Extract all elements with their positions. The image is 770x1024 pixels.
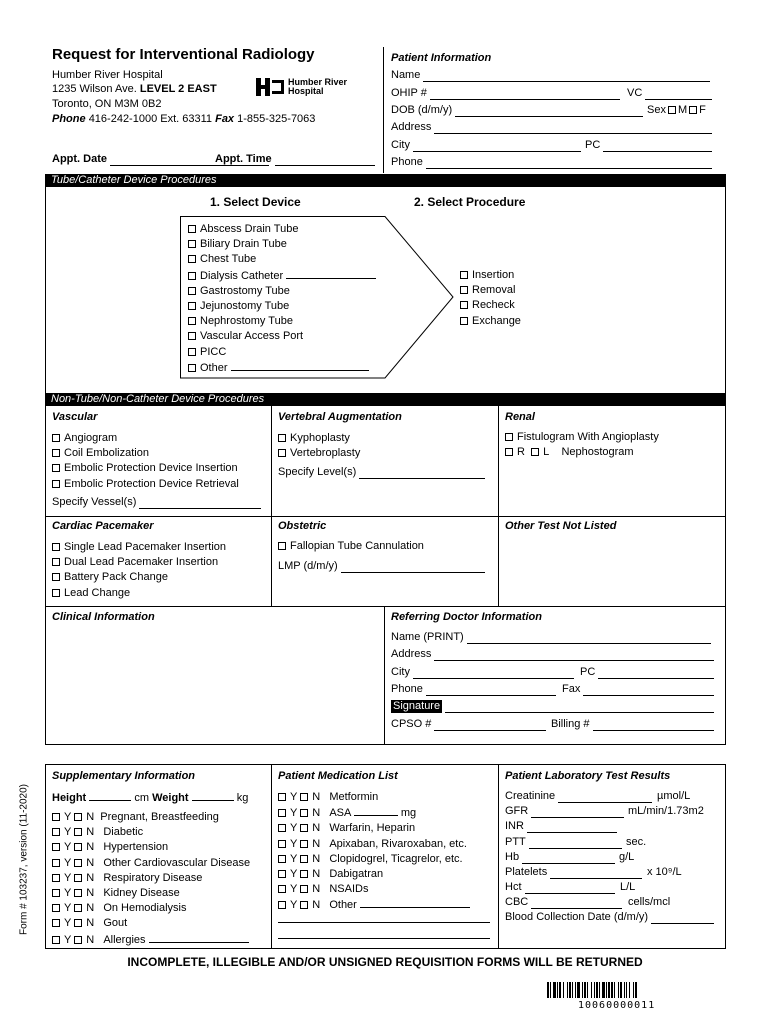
creatinine-unit: µmol/L xyxy=(657,790,691,802)
patient-phone-field[interactable]: Phone xyxy=(391,156,715,169)
hospital-address-line1: 1235 Wilson Ave. LEVEL 2 EAST xyxy=(52,83,217,95)
blood-date-field[interactable]: Blood Collection Date (d/m/y) xyxy=(505,911,717,924)
patient-name-field[interactable]: Name xyxy=(391,69,713,82)
bottom-col1 xyxy=(271,764,272,949)
device-jejunostomy[interactable]: Jejunostomy Tube xyxy=(188,299,376,314)
doctor-signature-field[interactable]: Signature xyxy=(391,700,717,713)
specify-vessel-field[interactable]: Specify Vessel(s) xyxy=(52,496,264,509)
tube-right-border xyxy=(725,187,726,393)
obstetric-fallopian[interactable]: Fallopian Tube Cannulation xyxy=(278,540,424,553)
device-biliary[interactable]: Biliary Drain Tube xyxy=(188,237,376,252)
procedure-list xyxy=(460,268,521,329)
bottom-left xyxy=(45,764,46,949)
device-chest[interactable]: Chest Tube xyxy=(188,252,376,267)
bottom-right xyxy=(725,764,726,949)
supp-gout[interactable]: Y N Gout xyxy=(52,916,250,931)
bottom-bottom xyxy=(45,948,726,949)
device-list xyxy=(188,222,376,376)
gfr-field[interactable]: GFR xyxy=(505,805,627,818)
patient-info-heading: Patient Information xyxy=(391,52,492,64)
logo-text: Humber River Hospital xyxy=(288,77,348,96)
appt-time-field[interactable]: Appt. Time xyxy=(215,153,378,166)
device-dialysis[interactable]: Dialysis Catheter xyxy=(188,268,376,284)
doctor-address-field[interactable]: Address xyxy=(391,648,717,661)
vascular-epd-insertion[interactable]: Embolic Protection Device Insertion xyxy=(52,461,239,476)
renal-fistulogram[interactable]: Fistulogram With Angioplasty xyxy=(505,431,659,444)
vascular-heading: Vascular xyxy=(52,411,98,423)
specify-level-field[interactable]: Specify Level(s) xyxy=(278,466,488,479)
med-metformin[interactable]: Y N Metformin xyxy=(278,790,470,805)
select-procedure-heading: 2. Select Procedure xyxy=(414,195,526,209)
hct-unit: L/L xyxy=(620,881,636,893)
doctor-city-field[interactable]: City xyxy=(391,666,577,679)
billing-field[interactable]: Billing # xyxy=(551,718,717,731)
cardiac-single-lead[interactable]: Single Lead Pacemaker Insertion xyxy=(52,540,226,555)
patient-address-field[interactable]: Address xyxy=(391,121,715,134)
cardiac-dual-lead[interactable]: Dual Lead Pacemaker Insertion xyxy=(52,555,226,570)
vertebral-heading: Vertebral Augmentation xyxy=(278,411,402,423)
doctor-name-field[interactable]: Name (PRINT) xyxy=(391,631,714,644)
clinical-divider xyxy=(384,606,385,745)
supplementary-list xyxy=(52,810,250,948)
barcode-number: 10060000011 xyxy=(578,1000,656,1011)
vascular-angiogram[interactable]: Angiogram xyxy=(52,431,239,446)
device-vascular-port[interactable]: Vascular Access Port xyxy=(188,329,376,344)
hb-unit: g/L xyxy=(619,851,635,863)
supp-diabetic[interactable]: Y N Diabetic xyxy=(52,825,250,840)
tube-left-border xyxy=(45,187,46,393)
clinical-right xyxy=(725,606,726,745)
supp-hypertension[interactable]: Y N Hypertension xyxy=(52,840,250,855)
supp-allergies[interactable]: Y N Allergies xyxy=(52,932,250,948)
platelets-field[interactable]: Platelets xyxy=(505,866,645,879)
device-picc[interactable]: PICC xyxy=(188,345,376,360)
vascular-epd-retrieval[interactable]: Embolic Protection Device Retrieval xyxy=(52,477,239,492)
device-gastrostomy[interactable]: Gastrostomy Tube xyxy=(188,284,376,299)
hb-field[interactable]: Hb xyxy=(505,851,618,864)
supp-kidney[interactable]: Y N Kidney Disease xyxy=(52,886,250,901)
med-nsaids[interactable]: Y N NSAIDs xyxy=(278,882,470,897)
non-tube-section-bar: Non-Tube/Non-Catheter Device Procedures xyxy=(45,393,726,406)
med-extra-line-2[interactable] xyxy=(278,938,490,939)
supp-respiratory[interactable]: Y N Respiratory Disease xyxy=(52,871,250,886)
med-warfarin[interactable]: Y N Warfarin, Heparin xyxy=(278,821,470,836)
grid-left xyxy=(45,406,46,607)
med-other[interactable]: Y N Other xyxy=(278,897,470,913)
barcode-icon xyxy=(547,982,704,998)
grid-right xyxy=(725,406,726,607)
vertebral-list xyxy=(278,431,360,461)
hospital-contact: Phone 416-242-1000 Ext. 63311 Fax 1-855-325-7063 xyxy=(52,113,316,125)
med-extra-line-1[interactable] xyxy=(278,922,490,923)
clinical-left xyxy=(45,606,46,745)
med-apixaban[interactable]: Y N Apixaban, Rivaroxaban, etc. xyxy=(278,837,470,852)
cardiac-list xyxy=(52,540,226,601)
tube-section-bar: Tube/Catheter Device Procedures xyxy=(45,174,726,187)
ohip-field[interactable]: OHIP # xyxy=(391,87,623,100)
device-abscess[interactable]: Abscess Drain Tube xyxy=(188,222,376,237)
doctor-fax-field[interactable]: Fax xyxy=(562,683,717,696)
renal-nephostogram[interactable]: R L Nephostogram xyxy=(505,446,634,459)
cbc-field[interactable]: CBC xyxy=(505,896,625,909)
referring-heading: Referring Doctor Information xyxy=(391,611,542,623)
device-nephrostomy[interactable]: Nephrostomy Tube xyxy=(188,314,376,329)
medication-heading: Patient Medication List xyxy=(278,770,398,782)
hospital-name: Humber River Hospital xyxy=(52,69,163,81)
warning-text: INCOMPLETE, ILLEGIBLE AND/OR UNSIGNED REQUISITION FORMS WILL BE RETURNED xyxy=(127,955,643,969)
cbc-unit: cells/mcl xyxy=(628,896,671,908)
patient-pc-field[interactable]: PC xyxy=(585,139,715,152)
renal-heading: Renal xyxy=(505,411,535,423)
device-other[interactable]: Other xyxy=(188,360,376,376)
doctor-phone-field[interactable]: Phone xyxy=(391,683,559,696)
patient-city-field[interactable]: City xyxy=(391,139,584,152)
procedure-exchange[interactable]: Exchange xyxy=(460,314,521,329)
clinical-info-textarea[interactable] xyxy=(50,628,380,740)
medication-list xyxy=(278,790,470,914)
vertebral-vertebroplasty[interactable]: Vertebroplasty xyxy=(278,446,360,461)
other-test-heading: Other Test Not Listed xyxy=(505,520,617,532)
supplementary-heading: Supplementary Information xyxy=(52,770,196,782)
dob-field[interactable]: DOB (d/m/y) xyxy=(391,104,646,117)
appt-date-field[interactable]: Appt. Date xyxy=(52,153,272,166)
grid-row-divider xyxy=(45,516,726,517)
procedure-insertion[interactable]: Insertion xyxy=(460,268,521,283)
ptt-field[interactable]: PTT xyxy=(505,836,625,849)
platelets-unit: x 10⁹/L xyxy=(647,866,682,878)
lab-heading: Patient Laboratory Test Results xyxy=(505,770,671,782)
lmp-field[interactable]: LMP (d/m/y) xyxy=(278,560,488,573)
creatinine-field[interactable]: Creatinine xyxy=(505,790,655,803)
med-asa[interactable]: Y N ASA mg xyxy=(278,805,470,821)
sex-options[interactable]: Sex M F xyxy=(647,104,706,116)
grid-col2 xyxy=(498,406,499,607)
hct-field[interactable]: Hct xyxy=(505,881,618,894)
grid-bottom xyxy=(45,606,726,607)
form-number: Form # 103237, version (11-2020) xyxy=(18,784,30,936)
cardiac-lead-change[interactable]: Lead Change xyxy=(52,586,226,601)
ptt-unit: sec. xyxy=(626,836,647,848)
cpso-field[interactable]: CPSO # xyxy=(391,718,549,731)
procedure-recheck[interactable]: Recheck xyxy=(460,298,521,313)
supp-hemodialysis[interactable]: Y N On Hemodialysis xyxy=(52,901,250,916)
bottom-top xyxy=(45,764,726,765)
grid-col1 xyxy=(271,406,272,607)
vertebral-kyphoplasty[interactable]: Kyphoplasty xyxy=(278,431,360,446)
obstetric-heading: Obstetric xyxy=(278,520,327,532)
patient-box-divider xyxy=(383,47,384,173)
med-clopidogrel[interactable]: Y N Clopidogrel, Ticagrelor, etc. xyxy=(278,852,470,867)
hospital-logo-icon xyxy=(256,78,286,96)
med-dabigatran[interactable]: Y N Dabigatran xyxy=(278,867,470,882)
vascular-list xyxy=(52,431,239,492)
height-weight-field[interactable]: Height cm Weight kg xyxy=(52,792,249,804)
procedure-removal[interactable]: Removal xyxy=(460,283,521,298)
cardiac-battery[interactable]: Battery Pack Change xyxy=(52,570,226,585)
gfr-unit: mL/min/1.73m2 xyxy=(628,805,704,817)
supp-cardiovascular[interactable]: Y N Other Cardiovascular Disease xyxy=(52,856,250,871)
page-title: Request for Interventional Radiology xyxy=(52,46,315,63)
clinical-bottom xyxy=(45,744,726,745)
vc-field[interactable]: VC xyxy=(627,87,715,100)
clinical-heading: Clinical Information xyxy=(52,611,155,623)
select-device-heading: 1. Select Device xyxy=(210,195,301,209)
supp-pregnant[interactable]: Y N Pregnant, Breastfeeding xyxy=(52,810,250,825)
vascular-coil[interactable]: Coil Embolization xyxy=(52,446,239,461)
bottom-col2 xyxy=(498,764,499,949)
hospital-address-line2: Toronto, ON M3M 0B2 xyxy=(52,98,162,110)
cardiac-heading: Cardiac Pacemaker xyxy=(52,520,154,532)
doctor-pc-field[interactable]: PC xyxy=(580,666,717,679)
inr-field[interactable]: INR xyxy=(505,820,620,833)
